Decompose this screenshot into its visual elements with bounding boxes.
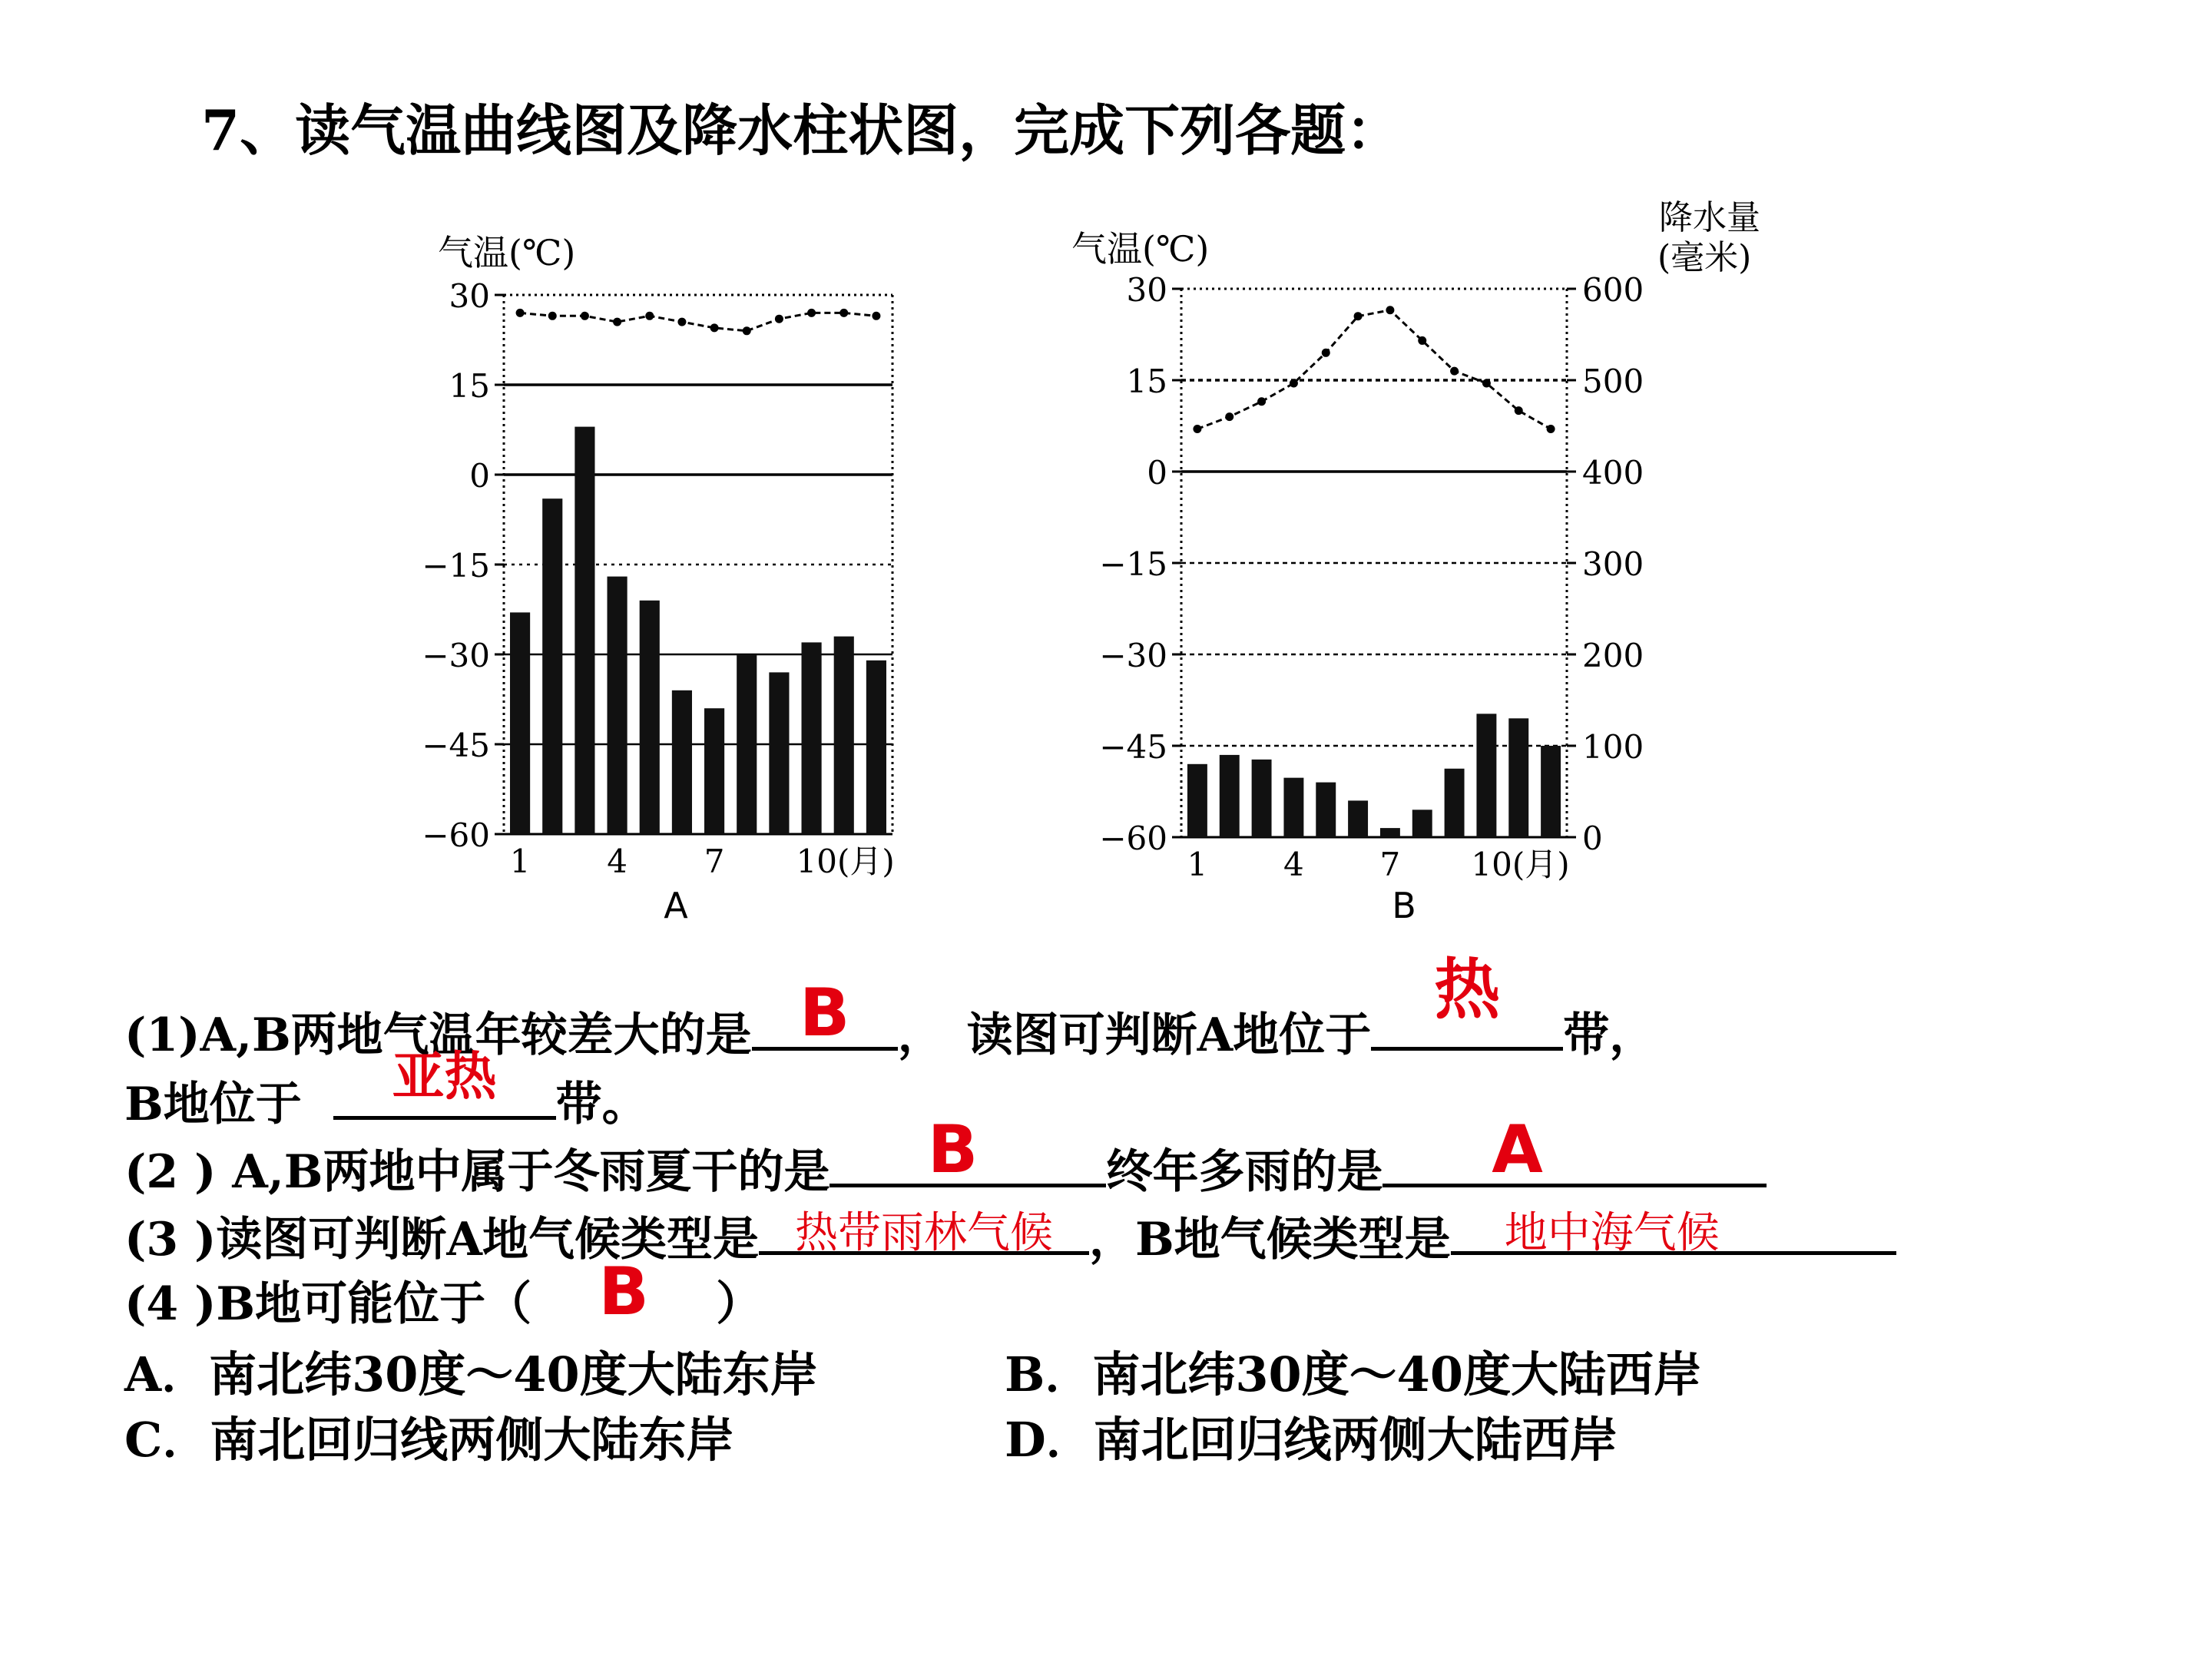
q1-answer-2: 热: [1434, 952, 1501, 1028]
chart-b-label: B: [1392, 885, 1416, 926]
chart-b-temperature-point-1: [1193, 425, 1201, 433]
chart-a-temperature-point-4: [613, 318, 621, 326]
chart-b: [1071, 198, 1760, 926]
chart-a-y-tick-label: −60: [422, 816, 490, 854]
question-3: [124, 1203, 1896, 1269]
question-1-line-2: [124, 1047, 648, 1134]
chart-a-y-tick-label: 0: [469, 457, 490, 495]
chart-b-right-axis-title-1: 降水量: [1659, 198, 1760, 237]
chart-b-right-tick-label: 200: [1582, 637, 1644, 674]
chart-b-right-tick-label: 600: [1582, 271, 1644, 309]
q4-text-1: (4 )B地可能位于（: [124, 1277, 532, 1331]
chart-b-temperature-point-12: [1547, 425, 1555, 433]
q4-text-2: ）: [716, 1277, 763, 1331]
chart-b-temperature-point-11: [1515, 406, 1523, 415]
chart-b-left-axis-title: 气温(℃): [1071, 228, 1210, 270]
q3-blank-1[interactable]: [759, 1207, 1089, 1258]
chart-b-precip-bar-12: [1541, 746, 1561, 837]
q3-blank-2[interactable]: [1451, 1207, 1896, 1258]
chart-a-precip-bar-4: [608, 577, 628, 834]
q1-blank-1[interactable]: [752, 975, 898, 1051]
q2-blank-1[interactable]: [830, 1111, 1106, 1188]
chart-b-right-tick-label: 100: [1582, 728, 1644, 766]
chart-b-precip-bar-7: [1380, 828, 1400, 837]
q1-text-5: 带。: [555, 1078, 648, 1131]
q1-text-3: 带，: [1563, 1008, 1656, 1062]
chart-a-y-tick-label: −30: [422, 637, 490, 674]
chart-a-temperature-point-9: [775, 315, 783, 323]
q4-answer: B: [598, 1253, 649, 1330]
chart-b-precip-bar-1: [1187, 764, 1207, 837]
chart-b-temperature-point-4: [1290, 379, 1298, 387]
chart-b-precip-bar-6: [1348, 800, 1368, 837]
q2-answer-1: B: [927, 1111, 979, 1188]
chart-a-temperature-point-2: [548, 312, 557, 320]
q2-blank-2[interactable]: [1382, 1111, 1767, 1188]
chart-b-y-tick-label: −15: [1099, 545, 1167, 583]
chart-a-x-tick-label: 4: [607, 843, 628, 880]
q1-text-2: ， 读图可判断A地位于: [897, 1008, 1372, 1062]
chart-b-precip-bar-4: [1283, 778, 1303, 837]
q1-text-1: (1)A,B两地气温年较差大的是: [124, 1008, 752, 1062]
chart-a-temperature-point-3: [581, 312, 589, 320]
chart-a-x-tick-label: 7: [704, 843, 725, 880]
q2-answer-2: A: [1492, 1111, 1543, 1188]
chart-b-temperature-point-3: [1257, 397, 1266, 406]
q1-blank-3[interactable]: [333, 1047, 556, 1120]
chart-a: [422, 232, 894, 926]
chart-b-temperature-point-9: [1450, 367, 1459, 376]
q3-answer-1: 热带雨林气候: [794, 1208, 1053, 1258]
chart-a-precip-bar-11: [834, 637, 854, 834]
chart-b-right-tick-label: 400: [1582, 454, 1644, 492]
chart-b-precip-bar-10: [1476, 714, 1496, 837]
chart-b-temperature-point-8: [1418, 336, 1426, 345]
chart-a-temperature-point-12: [872, 312, 880, 320]
chart-b-temperature-line: [1197, 310, 1551, 429]
option-a[interactable]: A．南北纬30度～40度大陆东岸: [124, 1346, 818, 1402]
chart-a-temperature-point-6: [677, 318, 686, 326]
chart-a-temperature-point-7: [710, 323, 719, 332]
q2-text-1: (2 ) A,B两地中属于冬雨夏干的是: [124, 1145, 830, 1199]
chart-a-precip-bar-7: [704, 708, 724, 834]
chart-b-temperature-point-5: [1322, 349, 1330, 357]
chart-a-precip-bar-1: [510, 612, 530, 834]
question-title: 7、读气温曲线图及降水柱状图，完成下列各题：: [201, 98, 1402, 163]
chart-a-temperature-point-10: [807, 309, 816, 317]
chart-b-y-tick-label: 30: [1126, 271, 1167, 309]
chart-b-y-tick-label: 15: [1126, 363, 1167, 400]
chart-a-left-axis-title: 气温(℃): [438, 232, 576, 273]
chart-b-precip-bar-9: [1445, 769, 1465, 837]
q4-answer-slot[interactable]: [531, 1253, 716, 1330]
chart-b-x-tick-label: 1: [1187, 846, 1208, 883]
q1-answer-3: 亚热: [392, 1047, 497, 1108]
option-c[interactable]: C．南北回归线两侧大陆东岸: [124, 1412, 734, 1468]
q3-text-1: (3 )读图可判断A地气候类型是: [124, 1213, 759, 1267]
q1-answer-1: B: [799, 975, 850, 1051]
chart-a-temperature-point-11: [839, 309, 848, 317]
chart-a-y-tick-label: −45: [422, 727, 490, 764]
chart-a-y-tick-label: 15: [449, 367, 490, 405]
chart-b-precip-bar-5: [1316, 783, 1336, 837]
chart-b-precip-bar-8: [1412, 810, 1432, 837]
chart-a-x-tick-label: 1: [509, 843, 531, 880]
chart-a-y-tick-label: 30: [449, 277, 490, 315]
chart-a-precip-bar-8: [737, 654, 757, 834]
question-4: [124, 1253, 763, 1333]
option-d[interactable]: D．南北回归线两侧大陆西岸: [1005, 1412, 1618, 1468]
chart-b-x-tick-label: 4: [1283, 846, 1304, 883]
chart-b-temperature-point-6: [1354, 312, 1363, 320]
chart-b-temperature-point-7: [1386, 306, 1394, 314]
q2-text-2: 终年多雨的是: [1106, 1145, 1383, 1199]
chart-b-temperature-point-10: [1482, 379, 1491, 387]
chart-a-x-tick-label: 10(月): [796, 843, 895, 880]
chart-b-precip-bar-11: [1508, 718, 1528, 837]
chart-a-label: A: [664, 885, 688, 926]
chart-b-precip-bar-3: [1252, 760, 1272, 837]
q1-blank-2[interactable]: [1371, 952, 1563, 1051]
chart-a-precip-bar-3: [575, 427, 594, 834]
chart-b-x-tick-label: 7: [1379, 846, 1401, 883]
chart-a-precip-bar-5: [640, 601, 660, 834]
q3-answer-2: 地中海气候: [1504, 1208, 1720, 1258]
chart-b-y-tick-label: −60: [1099, 820, 1167, 857]
chart-b-temperature-point-2: [1225, 412, 1233, 421]
chart-a-precip-bar-2: [542, 498, 562, 834]
chart-a-precip-bar-6: [672, 690, 692, 834]
question-2: [124, 1111, 1767, 1201]
chart-b-x-tick-label: 10(月): [1471, 846, 1570, 883]
chart-b-right-tick-label: 300: [1582, 545, 1644, 583]
q1-text-4: B地位于: [124, 1078, 318, 1131]
chart-a-precip-bar-12: [866, 661, 886, 834]
chart-a-temperature-point-8: [743, 326, 751, 335]
chart-b-precip-bar-2: [1220, 755, 1240, 837]
chart-a-y-tick-label: −15: [422, 547, 490, 584]
chart-b-y-tick-label: 0: [1147, 454, 1167, 492]
chart-a-temperature-line: [520, 313, 876, 330]
chart-b-y-tick-label: −30: [1099, 637, 1167, 674]
chart-a-temperature-point-1: [516, 309, 525, 317]
chart-a-temperature-point-5: [645, 312, 654, 320]
chart-a-precip-bar-9: [769, 672, 789, 834]
chart-b-y-tick-label: −45: [1099, 728, 1167, 766]
chart-b-right-axis-title-2: (毫米): [1657, 238, 1752, 277]
chart-b-right-tick-label: 0: [1582, 820, 1603, 857]
chart-a-precip-bar-10: [802, 642, 822, 834]
chart-b-right-tick-label: 500: [1582, 363, 1644, 400]
q3-text-2: ，B地气候类型是: [1088, 1213, 1451, 1267]
option-b[interactable]: B．南北纬30度～40度大陆西岸: [1005, 1346, 1701, 1402]
